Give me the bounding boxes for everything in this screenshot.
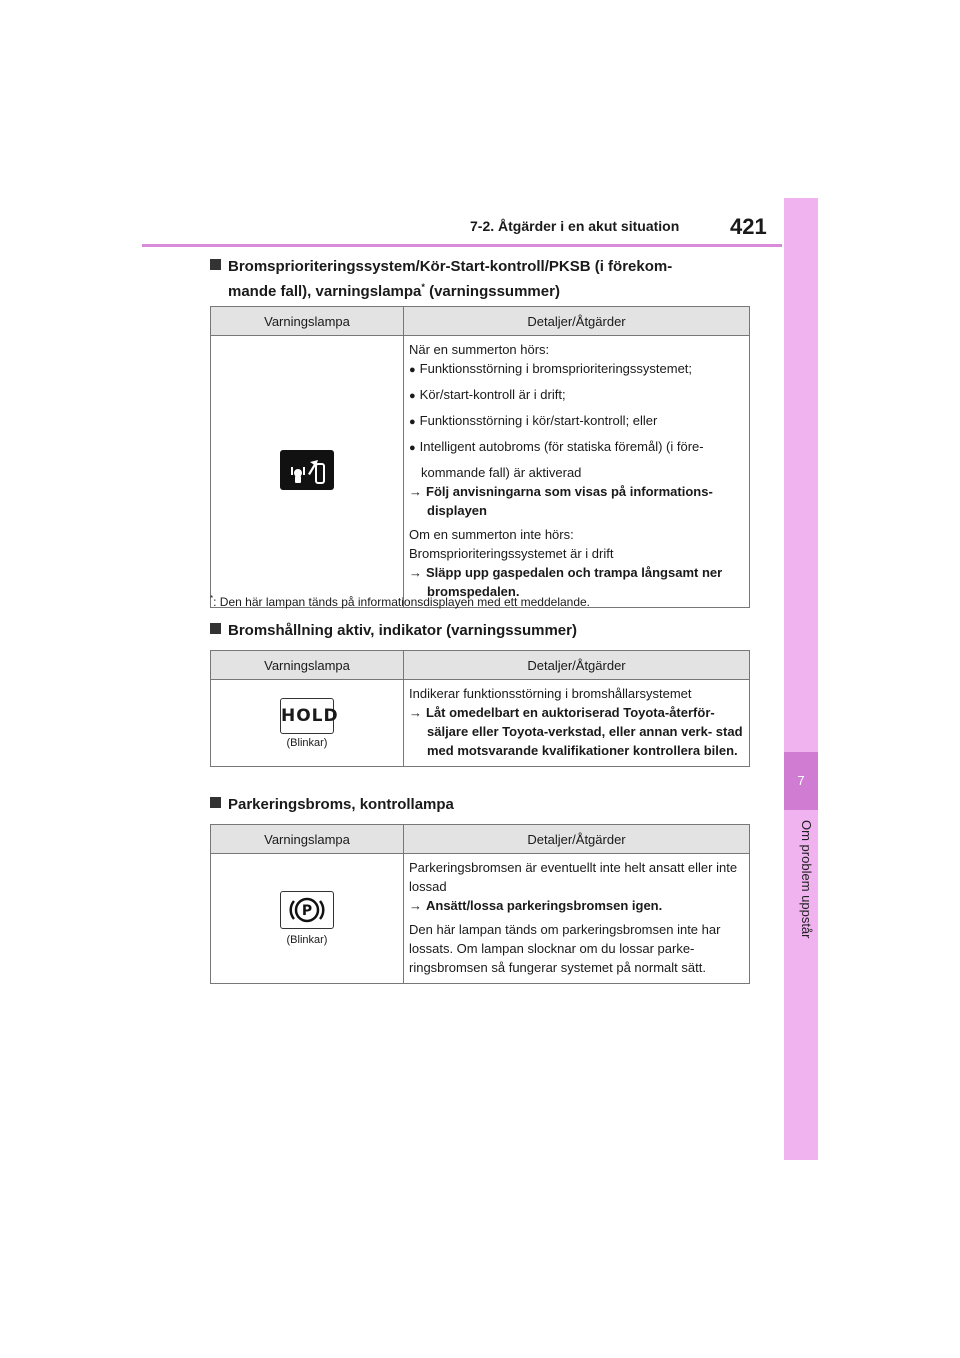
square-bullet-icon [210,797,221,808]
pedal-warning-icon [280,450,334,490]
footnote: *: Den här lampan tänds på informationsdisplayen med ett meddelande. [210,594,591,609]
chapter-side-tab [784,198,818,1160]
arrow-icon: → [409,705,422,720]
column-header-lamp: Varningslampa [211,825,404,854]
page-number: 421 [730,214,767,239]
square-bullet-icon [210,623,221,634]
warning-table-brake-priority [210,306,750,608]
hold-indicator-icon: HOLD [280,698,334,734]
lamp-cell [211,336,404,608]
action-instruction: → Låt omedelbart en auktoriserad Toyota-återför- säljare eller Toyota-verkstad, eller annan verk- stad med motsvarande kvalifikationer kontrollera bilen. [409,705,743,758]
column-header-details: Detaljer/Åtgärder [404,651,750,680]
blink-note: (Blinkar) [286,934,328,946]
svg-text:P: P [301,903,313,919]
lamp-cell [211,680,404,767]
list-item: ● Funktionsstörning i kör/start-kontroll; eller [409,411,743,432]
chapter-title: Om problem uppstår [799,820,814,939]
warning-table-parking-brake [210,824,750,984]
header-divider [142,244,782,247]
details-cell: Parkeringsbromsen är eventuellt inte helt ansatt eller inte lossad → Ansätt/lossa parkeringsbromsen igen. Den här lampan tänds om parkeringsbromsen inte har lossats. Om lampan slocknar om du lossar parke- ringsbromsen så fungerar systemet på normalt sätt. [404,854,750,984]
section-heading-brake-hold: Bromshållning aktiv, indikator (varningssummer) [210,620,577,641]
arrow-icon: → [409,898,422,913]
arrow-icon: → [409,484,422,499]
details-cell: När en summerton hörs: ● Funktionsstörning i bromsprioriteringssystemet; ● Kör/start-kontroll är i drift; ● Funktionsstörning i kör/start-kontroll; eller ● Intelligent autobroms (för statiska föremål) (i före- kommande fall) är aktiverad → Följ anvisningarna som visas på informations- displayen Om en summerton inte hörs: Bromsprioriteringssystemet är i drift → Släpp upp gaspedalen och trampa långsamt ner bromspedalen. [404,336,750,608]
details-cell: Indikerar funktionsstörning i bromshållarsystemet → Låt omedelbart en auktoriserad Toyota-återför- säljare eller Toyota-verkstad, eller annan verk- stad med motsvarande kvalifikationer kontrollera bilen. [404,680,750,767]
square-bullet-icon [210,259,221,270]
list-item: ● Funktionsstörning i bromsprioriteringssystemet; [409,359,743,380]
column-header-lamp: Varningslampa [211,651,404,680]
arrow-icon: → [409,565,422,580]
action-instruction: → Ansätt/lossa parkeringsbromsen igen. [409,898,663,913]
chapter-number: 7 [784,752,818,810]
section-heading-brake-priority: Bromsprioriteringssystem/Kör-Start-kontroll/PKSB (i förekom- mande fall), varningslampa* (varningssummer) [210,256,672,302]
column-header-details: Detaljer/Åtgärder [404,825,750,854]
list-item: ● Intelligent autobroms (för statiska föremål) (i före- [409,437,743,458]
list-item: ● Kör/start-kontroll är i drift; [409,385,743,406]
column-header-details: Detaljer/Åtgärder [404,307,750,336]
column-header-lamp: Varningslampa [211,307,404,336]
action-instruction: → Följ anvisningarna som visas på informations- displayen [409,484,713,518]
blink-note: (Blinkar) [286,736,328,749]
section-heading-parking-brake: Parkeringsbroms, kontrollampa [210,794,454,815]
section-title: 7-2. Åtgärder i en akut situation [470,218,680,234]
action-instruction: → Släpp upp gaspedalen och trampa långsamt ner bromspedalen. [409,565,723,599]
warning-table-brake-hold [210,650,750,767]
lamp-cell [211,854,404,984]
parking-brake-icon [280,891,334,929]
